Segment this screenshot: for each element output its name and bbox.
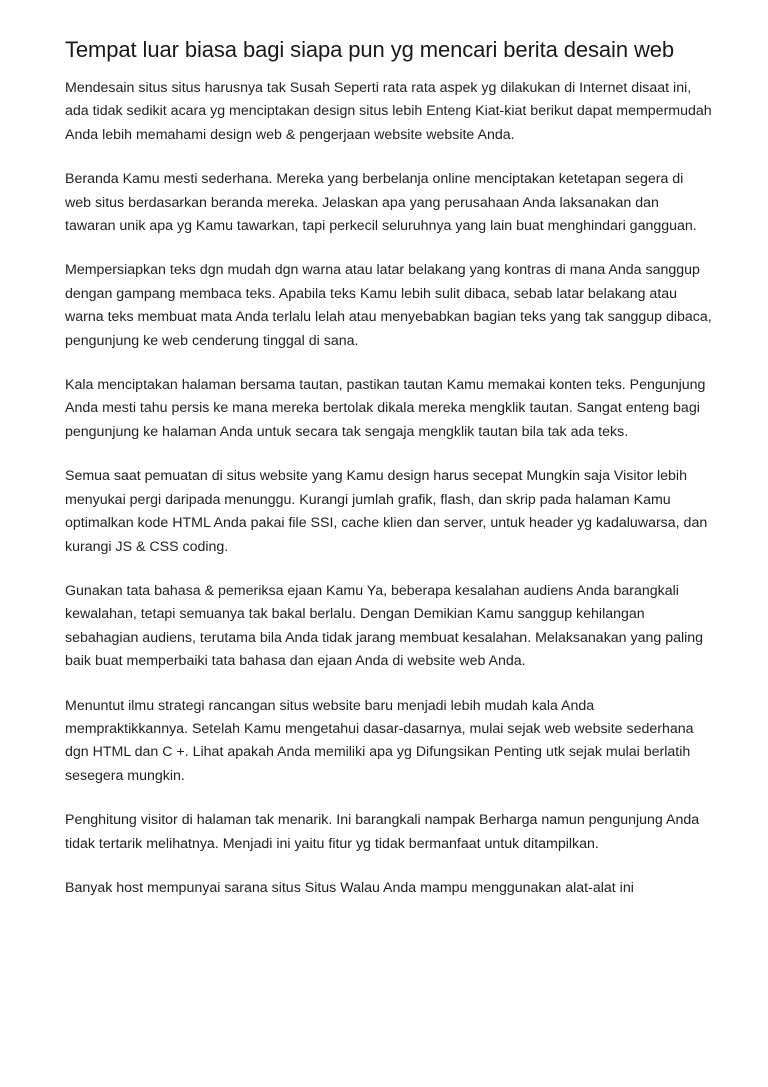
document-page (65, 39, 713, 921)
document-title: Tempat luar biasa bagi siapa pun yg mencari berita desain web (65, 37, 675, 62)
paragraph-7: Menuntut ilmu strategi rancangan situs website baru menjadi lebih mudah kala Anda mempraktikkannya. Setelah Kamu mengetahui dasar-dasarnya, mulai sejak web website sederhana dgn HTML dan C +. Lihat apakah Anda memiliki apa yg Difungsikan Penting utk sejak mulai berlatih sesegera mungkin. (65, 697, 694, 784)
paragraph-6: Gunakan tata bahasa & pemeriksa ejaan Kamu Ya, beberapa kesalahan audiens Anda barangkali kewalahan, tetapi semuanya tak bakal berlalu. Dengan Demikian Kamu sanggup kehilangan sebahagian audiens, terutama bila Anda tidak jarang membuat kesalahan. Melaksanakan yang paling baik buat memperbaiki tata bahasa dan ejaan Anda di website web Anda. (65, 582, 704, 670)
paragraph-1: Mendesain situs situs harusnya tak Susah Seperti rata rata aspek yg dilakukan di Internet disaat ini, ada tidak sedikit acara yg menciptakan design situs lebih Enteng Kiat-kiat berikut dapat mempermudah Anda lebih memahami design web & pengerjaan website website Anda. (65, 80, 712, 143)
paragraph-9: Banyak host mempunyai sarana situs Situs Walau Anda mampu menggunakan alat-alat ini (65, 879, 634, 896)
paragraph-5: Semua saat pemuatan di situs website yang Kamu design harus secepat Mungkin saja Visitor lebih menyukai pergi daripada menunggu. Kurangi jumlah grafik, flash, dan skrip pada halaman Kamu optimalkan kode HTML Anda pakai file SSI, cache klien dan server, untuk header yg kadaluwarsa, dan kurangi JS & CSS coding. (65, 468, 708, 555)
paragraph-3: Mempersiapkan teks dgn mudah dgn warna atau latar belakang yang kontras di mana Anda sanggup dengan gampang membaca teks. Apabila teks Kamu lebih sulit dibaca, sebab latar belakang atau warna teks membuat mata Anda terlalu lelah atau menyebabkan bagian teks yang tak sanggup dibaca, pengunjung ke web cenderung tinggal di sana. (65, 262, 712, 349)
paragraph-2: Beranda Kamu mesti sederhana. Mereka yang berbelanja online menciptakan ketetapan segera di web situs berdasarkan beranda mereka. Jelaskan apa yang perusahaan Anda laksanakan dan tawaran unik apa yg Kamu tawarkan, tapi perkecil seluruhnya yang lain buat menghindari gangguan. (65, 171, 697, 235)
paragraph-4: Kala menciptakan halaman bersama tautan, pastikan tautan Kamu memakai konten teks. Pengunjung Anda mesti tahu persis ke mana mereka bertolak dikala mereka mengklik tautan. Sangat enteng bagi pengunjung ke halaman Anda untuk secara tak sengaja mengklik tautan bila tak ada teks. (65, 377, 706, 440)
paragraph-8: Penghitung visitor di halaman tak menarik. Ini barangkali nampak Berharga namun pengunjung Anda tidak tertarik melihatnya. Menjadi ini yaitu fitur yg tidak bermanfaat untuk ditampilkan. (65, 812, 700, 852)
